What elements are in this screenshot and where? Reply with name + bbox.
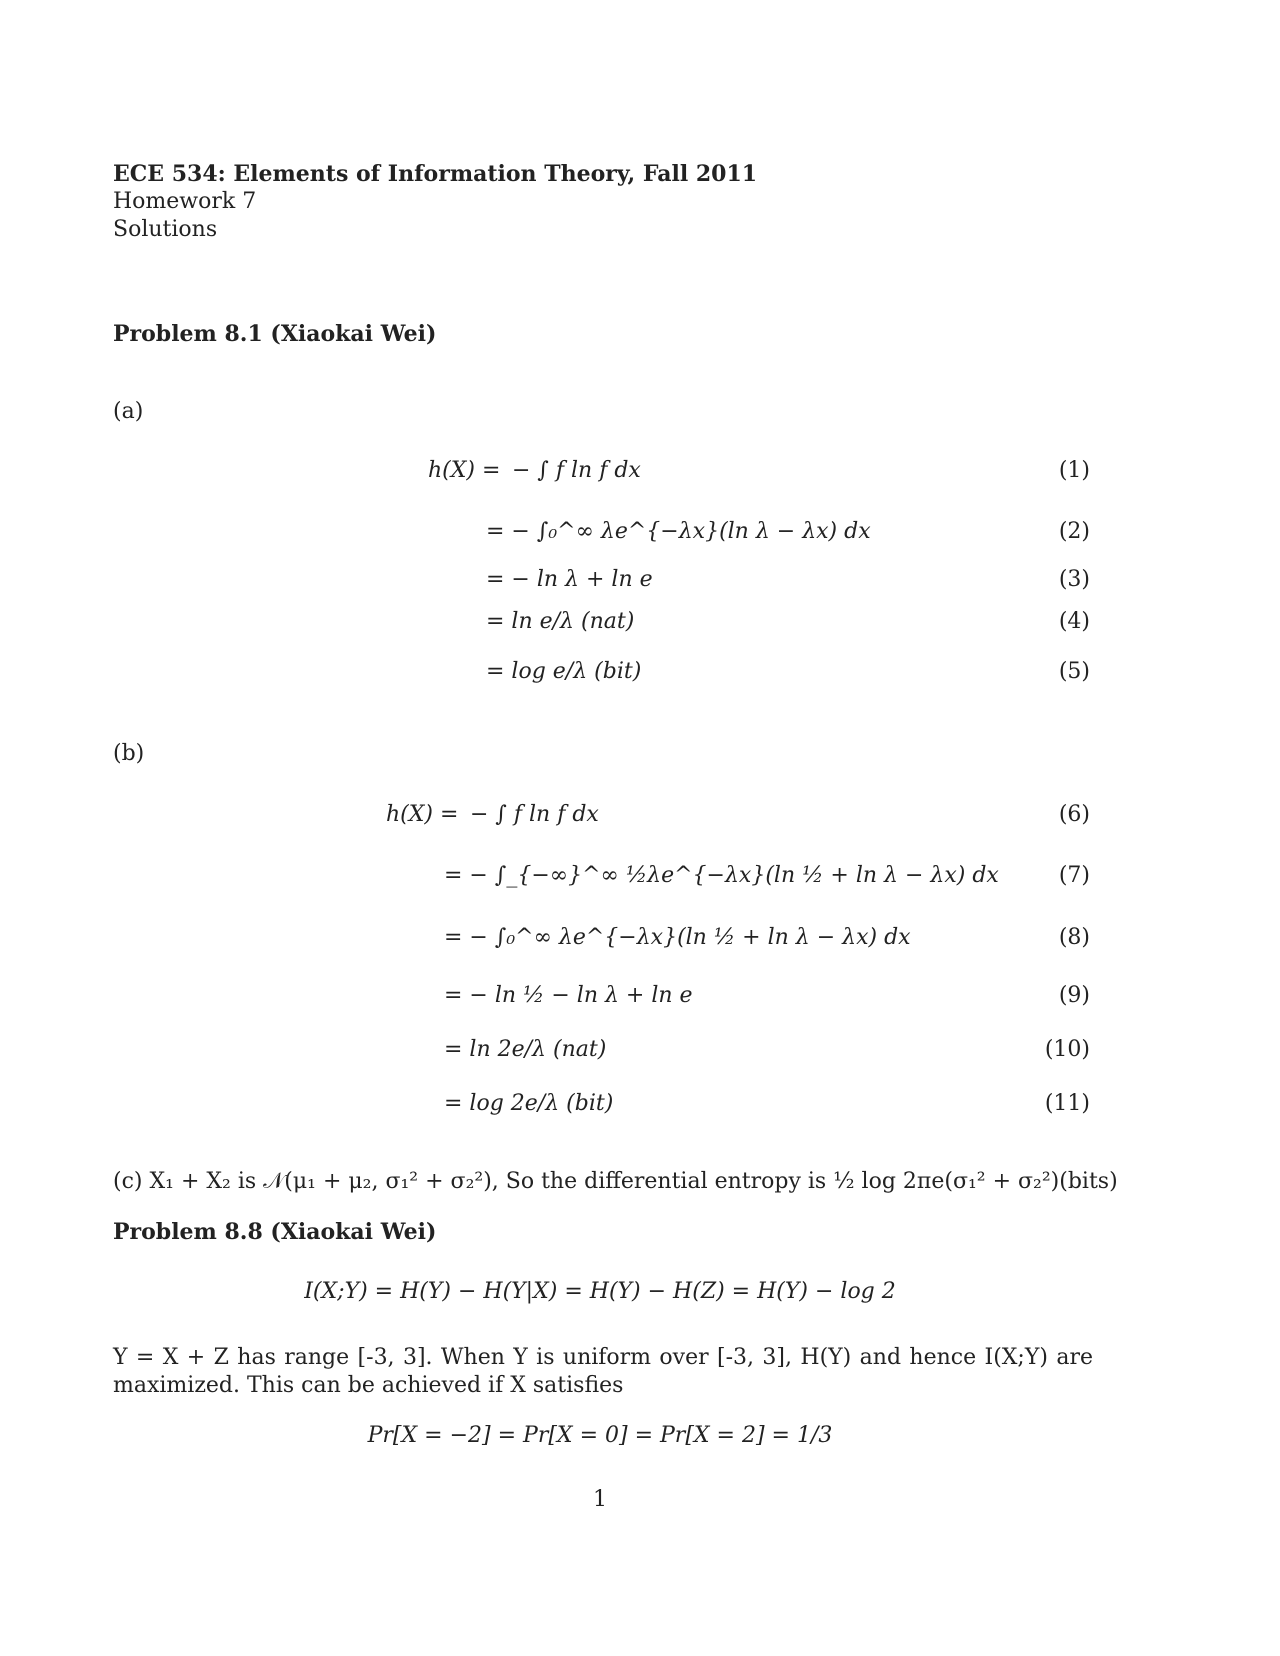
equation-9: = − ln ½ − ln λ + ln e xyxy=(444,983,693,1008)
equation-1-number: (1) xyxy=(1058,458,1090,483)
equation-10: = ln 2e/λ (nat) xyxy=(444,1037,607,1062)
equation-10-number: (10) xyxy=(1044,1037,1090,1062)
equation-5-number: (5) xyxy=(1058,659,1090,684)
part-a-label: (a) xyxy=(113,399,144,424)
problem-81-heading: Problem 8.1 (Xiaokai Wei) xyxy=(113,321,437,347)
part-b-label: (b) xyxy=(113,741,145,766)
equation-11: = log 2e/λ (bit) xyxy=(444,1091,614,1116)
equation-6-number: (6) xyxy=(1058,802,1090,827)
equation-9-number: (9) xyxy=(1058,983,1090,1008)
equation-5: = log e/λ (bit) xyxy=(486,659,642,684)
part-c-text: (c) X₁ + X₂ is 𝒩(μ₁ + μ₂, σ₁² + σ₂²), So the differential entropy is ½ log 2πe(σ₁² + σ₂²)(bits) xyxy=(113,1169,1118,1194)
equation-6-lhs: h(X) = xyxy=(386,802,459,827)
problem-88-heading: Problem 8.8 (Xiaokai Wei) xyxy=(113,1219,437,1245)
equation-8-number: (8) xyxy=(1058,925,1090,950)
equation-6: − ∫ f ln f dx xyxy=(470,802,599,827)
equation-3-number: (3) xyxy=(1058,567,1090,592)
equation-8: = − ∫₀^∞ λe^{−λx}(ln ½ + ln λ − λx) dx xyxy=(444,925,911,950)
equation-4: = ln e/λ (nat) xyxy=(486,609,635,634)
equation-7-number: (7) xyxy=(1058,863,1090,888)
equation-2: = − ∫₀^∞ λe^{−λx}(ln λ − λx) dx xyxy=(486,519,871,544)
equation-3: = − ln λ + ln e xyxy=(486,567,653,592)
equation-1: − ∫ f ln f dx xyxy=(512,458,641,483)
course-title: ECE 534: Elements of Information Theory, Fall 2011 xyxy=(113,161,758,187)
probability-equation: Pr[X = −2] = Pr[X = 0] = Pr[X = 2] = 1/3 xyxy=(367,1423,833,1448)
equation-4-number: (4) xyxy=(1058,609,1090,634)
problem-88-paragraph: Y = X + Z has range [-3, 3]. When Y is uniform over [-3, 3], H(Y) and hence I(X;Y) are maximized. This can be achieved if X satisfies xyxy=(113,1345,1093,1398)
equation-11-number: (11) xyxy=(1044,1091,1090,1116)
mutual-information-equation: I(X;Y) = H(Y) − H(Y|X) = H(Y) − H(Z) = H(Y) − log 2 xyxy=(304,1279,896,1304)
equation-1-lhs: h(X) = xyxy=(428,458,501,483)
page-number: 1 xyxy=(593,1487,607,1512)
equation-7: = − ∫_{−∞}^∞ ½λe^{−λx}(ln ½ + ln λ − λx) dx xyxy=(444,863,999,888)
solutions-label: Solutions xyxy=(113,217,218,242)
equation-2-number: (2) xyxy=(1058,519,1090,544)
homework-label: Homework 7 xyxy=(113,189,257,214)
